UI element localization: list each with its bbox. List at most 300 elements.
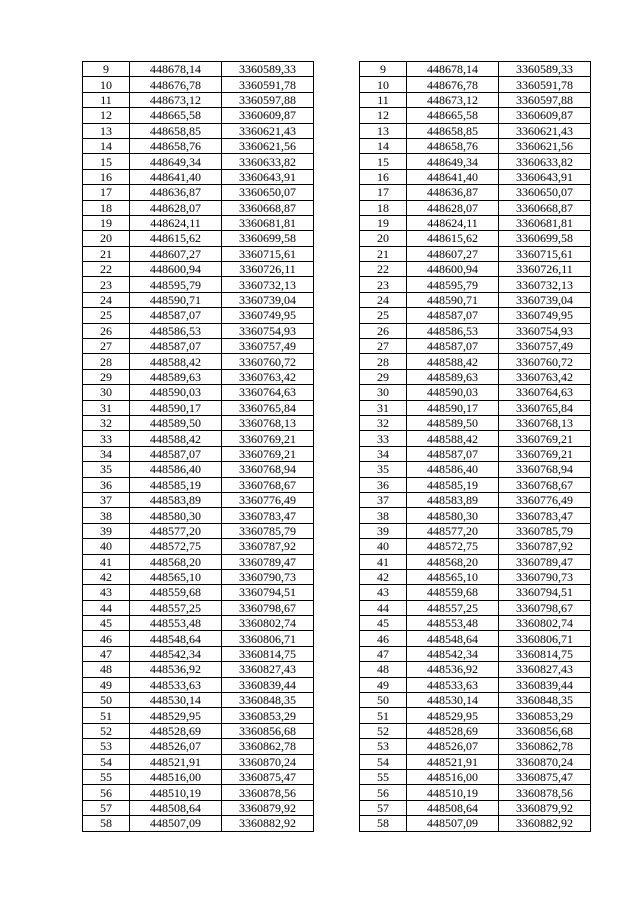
y-coordinate-cell: 3360806,71	[499, 631, 591, 646]
point-number-cell: 48	[360, 662, 407, 677]
point-number-cell: 20	[83, 231, 130, 246]
y-coordinate-cell: 3360643,91	[222, 169, 314, 184]
table-row	[83, 539, 591, 554]
point-number-cell: 10	[83, 77, 130, 92]
y-coordinate-cell: 3360754,93	[499, 323, 591, 338]
point-number-cell: 21	[83, 246, 130, 261]
column-gap	[314, 693, 360, 708]
y-coordinate-cell: 3360769,21	[499, 431, 591, 446]
x-coordinate-cell: 448572,75	[130, 539, 222, 554]
point-number-cell: 42	[360, 569, 407, 584]
table-row	[83, 816, 591, 831]
x-coordinate-cell: 448676,78	[130, 77, 222, 92]
y-coordinate-cell: 3360768,94	[222, 462, 314, 477]
y-coordinate-cell: 3360589,33	[499, 62, 591, 77]
x-coordinate-cell: 448559,68	[130, 585, 222, 600]
table-row	[83, 108, 591, 123]
y-coordinate-cell: 3360699,58	[499, 231, 591, 246]
y-coordinate-cell: 3360715,61	[499, 246, 591, 261]
column-gap	[314, 262, 360, 277]
x-coordinate-cell: 448565,10	[407, 569, 499, 584]
x-coordinate-cell: 448528,69	[407, 723, 499, 738]
y-coordinate-cell: 3360769,21	[222, 431, 314, 446]
point-number-cell: 51	[360, 708, 407, 723]
y-coordinate-cell: 3360668,87	[499, 200, 591, 215]
point-number-cell: 46	[83, 631, 130, 646]
y-coordinate-cell: 3360785,79	[222, 523, 314, 538]
x-coordinate-cell: 448678,14	[407, 62, 499, 77]
x-coordinate-cell: 448641,40	[130, 169, 222, 184]
x-coordinate-cell: 448557,25	[407, 600, 499, 615]
y-coordinate-cell: 3360870,24	[222, 754, 314, 769]
table-row	[83, 477, 591, 492]
x-coordinate-cell: 448658,85	[407, 123, 499, 138]
table-row	[83, 600, 591, 615]
point-number-cell: 37	[360, 492, 407, 507]
point-number-cell: 47	[360, 646, 407, 661]
table-row	[83, 415, 591, 430]
y-coordinate-cell: 3360839,44	[222, 677, 314, 692]
table-row	[83, 185, 591, 200]
table-row	[83, 277, 591, 292]
x-coordinate-cell: 448590,03	[130, 385, 222, 400]
column-gap	[314, 508, 360, 523]
y-coordinate-cell: 3360769,21	[499, 446, 591, 461]
table-row	[83, 354, 591, 369]
column-gap	[314, 477, 360, 492]
column-gap	[314, 600, 360, 615]
point-number-cell: 51	[83, 708, 130, 723]
y-coordinate-cell: 3360848,35	[499, 693, 591, 708]
column-gap	[314, 400, 360, 415]
column-gap	[314, 723, 360, 738]
point-number-cell: 53	[83, 739, 130, 754]
table-row	[83, 554, 591, 569]
x-coordinate-cell: 448510,19	[407, 785, 499, 800]
x-coordinate-cell: 448557,25	[130, 600, 222, 615]
table-row	[83, 400, 591, 415]
x-coordinate-cell: 448528,69	[130, 723, 222, 738]
x-coordinate-cell: 448624,11	[130, 215, 222, 230]
point-number-cell: 19	[360, 215, 407, 230]
x-coordinate-cell: 448673,12	[407, 92, 499, 107]
x-coordinate-cell: 448658,76	[407, 138, 499, 153]
x-coordinate-cell: 448590,17	[130, 400, 222, 415]
column-gap	[314, 92, 360, 107]
point-number-cell: 43	[83, 585, 130, 600]
y-coordinate-cell: 3360643,91	[499, 169, 591, 184]
point-number-cell: 9	[83, 62, 130, 77]
y-coordinate-cell: 3360732,13	[222, 277, 314, 292]
y-coordinate-cell: 3360875,47	[222, 769, 314, 784]
column-gap	[314, 431, 360, 446]
point-number-cell: 41	[360, 554, 407, 569]
x-coordinate-cell: 448526,07	[130, 739, 222, 754]
point-number-cell: 39	[360, 523, 407, 538]
x-coordinate-cell: 448530,14	[130, 693, 222, 708]
y-coordinate-cell: 3360768,94	[499, 462, 591, 477]
point-number-cell: 38	[83, 508, 130, 523]
y-coordinate-cell: 3360609,87	[222, 108, 314, 123]
table-row	[83, 492, 591, 507]
point-number-cell: 50	[83, 693, 130, 708]
y-coordinate-cell: 3360739,04	[499, 292, 591, 307]
x-coordinate-cell: 448507,09	[407, 816, 499, 831]
column-gap	[314, 339, 360, 354]
table-row	[83, 739, 591, 754]
y-coordinate-cell: 3360806,71	[222, 631, 314, 646]
table-row	[83, 569, 591, 584]
table-row	[83, 200, 591, 215]
y-coordinate-cell: 3360768,13	[222, 415, 314, 430]
table-row	[83, 800, 591, 815]
point-number-cell: 55	[83, 769, 130, 784]
point-number-cell: 56	[83, 785, 130, 800]
y-coordinate-cell: 3360814,75	[499, 646, 591, 661]
table-row	[83, 169, 591, 184]
x-coordinate-cell: 448568,20	[407, 554, 499, 569]
y-coordinate-cell: 3360633,82	[499, 154, 591, 169]
x-coordinate-cell: 448530,14	[407, 693, 499, 708]
y-coordinate-cell: 3360715,61	[222, 246, 314, 261]
point-number-cell: 56	[360, 785, 407, 800]
y-coordinate-cell: 3360802,74	[222, 616, 314, 631]
point-number-cell: 11	[83, 92, 130, 107]
point-number-cell: 38	[360, 508, 407, 523]
y-coordinate-cell: 3360732,13	[499, 277, 591, 292]
point-number-cell: 31	[83, 400, 130, 415]
table-row	[83, 523, 591, 538]
x-coordinate-cell: 448665,58	[130, 108, 222, 123]
column-gap	[314, 816, 360, 831]
x-coordinate-cell: 448508,64	[407, 800, 499, 815]
table-row	[83, 385, 591, 400]
y-coordinate-cell: 3360621,43	[222, 123, 314, 138]
y-coordinate-cell: 3360794,51	[499, 585, 591, 600]
y-coordinate-cell: 3360650,07	[499, 185, 591, 200]
table-row	[83, 708, 591, 723]
column-gap	[314, 739, 360, 754]
x-coordinate-cell: 448673,12	[130, 92, 222, 107]
y-coordinate-cell: 3360853,29	[499, 708, 591, 723]
x-coordinate-cell: 448533,63	[130, 677, 222, 692]
y-coordinate-cell: 3360699,58	[222, 231, 314, 246]
y-coordinate-cell: 3360621,56	[222, 138, 314, 153]
y-coordinate-cell: 3360882,92	[222, 816, 314, 831]
y-coordinate-cell: 3360827,43	[499, 662, 591, 677]
point-number-cell: 28	[360, 354, 407, 369]
x-coordinate-cell: 448587,07	[407, 339, 499, 354]
point-number-cell: 23	[83, 277, 130, 292]
y-coordinate-cell: 3360650,07	[222, 185, 314, 200]
point-number-cell: 33	[360, 431, 407, 446]
column-gap	[314, 154, 360, 169]
y-coordinate-cell: 3360760,72	[499, 354, 591, 369]
y-coordinate-cell: 3360609,87	[499, 108, 591, 123]
x-coordinate-cell: 448600,94	[130, 262, 222, 277]
table-row	[83, 246, 591, 261]
x-coordinate-cell: 448583,89	[407, 492, 499, 507]
table-row	[83, 92, 591, 107]
y-coordinate-cell: 3360726,11	[222, 262, 314, 277]
y-coordinate-cell: 3360814,75	[222, 646, 314, 661]
x-coordinate-cell: 448587,07	[407, 446, 499, 461]
y-coordinate-cell: 3360798,67	[222, 600, 314, 615]
point-number-cell: 17	[83, 185, 130, 200]
table-row	[83, 754, 591, 769]
x-coordinate-cell: 448587,07	[130, 308, 222, 323]
x-coordinate-cell: 448583,89	[130, 492, 222, 507]
x-coordinate-cell: 448529,95	[407, 708, 499, 723]
column-gap	[314, 169, 360, 184]
point-number-cell: 50	[360, 693, 407, 708]
point-number-cell: 58	[360, 816, 407, 831]
point-number-cell: 22	[360, 262, 407, 277]
y-coordinate-cell: 3360621,43	[499, 123, 591, 138]
point-number-cell: 41	[83, 554, 130, 569]
x-coordinate-cell: 448585,19	[407, 477, 499, 492]
y-coordinate-cell: 3360763,42	[222, 369, 314, 384]
x-coordinate-cell: 448577,20	[130, 523, 222, 538]
table-row	[83, 677, 591, 692]
point-number-cell: 19	[83, 215, 130, 230]
point-number-cell: 27	[360, 339, 407, 354]
column-gap	[314, 123, 360, 138]
point-number-cell: 30	[83, 385, 130, 400]
column-gap	[314, 108, 360, 123]
point-number-cell: 18	[360, 200, 407, 215]
y-coordinate-cell: 3360769,21	[222, 446, 314, 461]
point-number-cell: 57	[83, 800, 130, 815]
point-number-cell: 25	[83, 308, 130, 323]
y-coordinate-cell: 3360668,87	[222, 200, 314, 215]
column-gap	[314, 215, 360, 230]
y-coordinate-cell: 3360790,73	[499, 569, 591, 584]
point-number-cell: 44	[360, 600, 407, 615]
y-coordinate-cell: 3360862,78	[222, 739, 314, 754]
point-number-cell: 43	[360, 585, 407, 600]
point-number-cell: 49	[360, 677, 407, 692]
y-coordinate-cell: 3360789,47	[499, 554, 591, 569]
column-gap	[314, 708, 360, 723]
coordinates-table-body	[83, 62, 591, 832]
y-coordinate-cell: 3360787,92	[499, 539, 591, 554]
point-number-cell: 15	[83, 154, 130, 169]
column-gap	[314, 77, 360, 92]
column-gap	[314, 138, 360, 153]
table-row	[83, 308, 591, 323]
y-coordinate-cell: 3360754,93	[222, 323, 314, 338]
y-coordinate-cell: 3360764,63	[222, 385, 314, 400]
x-coordinate-cell: 448607,27	[407, 246, 499, 261]
x-coordinate-cell: 448628,07	[130, 200, 222, 215]
y-coordinate-cell: 3360591,78	[222, 77, 314, 92]
point-number-cell: 20	[360, 231, 407, 246]
x-coordinate-cell: 448600,94	[407, 262, 499, 277]
point-number-cell: 28	[83, 354, 130, 369]
x-coordinate-cell: 448507,09	[130, 816, 222, 831]
x-coordinate-cell: 448587,07	[130, 446, 222, 461]
column-gap	[314, 446, 360, 461]
coordinates-table	[82, 61, 591, 832]
x-coordinate-cell: 448615,62	[407, 231, 499, 246]
x-coordinate-cell: 448607,27	[130, 246, 222, 261]
point-number-cell: 22	[83, 262, 130, 277]
column-gap	[314, 539, 360, 554]
column-gap	[314, 200, 360, 215]
x-coordinate-cell: 448678,14	[130, 62, 222, 77]
point-number-cell: 9	[360, 62, 407, 77]
y-coordinate-cell: 3360749,95	[499, 308, 591, 323]
x-coordinate-cell: 448586,40	[130, 462, 222, 477]
point-number-cell: 31	[360, 400, 407, 415]
column-gap	[314, 616, 360, 631]
x-coordinate-cell: 448658,76	[130, 138, 222, 153]
column-gap	[314, 662, 360, 677]
y-coordinate-cell: 3360848,35	[222, 693, 314, 708]
column-gap	[314, 354, 360, 369]
table-row	[83, 369, 591, 384]
column-gap	[314, 369, 360, 384]
x-coordinate-cell: 448624,11	[407, 215, 499, 230]
x-coordinate-cell: 448590,71	[130, 292, 222, 307]
x-coordinate-cell: 448553,48	[130, 616, 222, 631]
y-coordinate-cell: 3360839,44	[499, 677, 591, 692]
x-coordinate-cell: 448590,03	[407, 385, 499, 400]
column-gap	[314, 785, 360, 800]
column-gap	[314, 492, 360, 507]
table-row	[83, 215, 591, 230]
y-coordinate-cell: 3360681,81	[222, 215, 314, 230]
y-coordinate-cell: 3360739,04	[222, 292, 314, 307]
point-number-cell: 12	[360, 108, 407, 123]
x-coordinate-cell: 448589,50	[130, 415, 222, 430]
column-gap	[314, 769, 360, 784]
y-coordinate-cell: 3360681,81	[499, 215, 591, 230]
x-coordinate-cell: 448586,40	[407, 462, 499, 477]
x-coordinate-cell: 448533,63	[407, 677, 499, 692]
y-coordinate-cell: 3360798,67	[499, 600, 591, 615]
y-coordinate-cell: 3360621,56	[499, 138, 591, 153]
x-coordinate-cell: 448577,20	[407, 523, 499, 538]
x-coordinate-cell: 448676,78	[407, 77, 499, 92]
y-coordinate-cell: 3360768,67	[499, 477, 591, 492]
point-number-cell: 12	[83, 108, 130, 123]
x-coordinate-cell: 448565,10	[130, 569, 222, 584]
table-row	[83, 616, 591, 631]
x-coordinate-cell: 448615,62	[130, 231, 222, 246]
point-number-cell: 46	[360, 631, 407, 646]
column-gap	[314, 185, 360, 200]
column-gap	[314, 62, 360, 77]
x-coordinate-cell: 448595,79	[130, 277, 222, 292]
table-row	[83, 723, 591, 738]
y-coordinate-cell: 3360790,73	[222, 569, 314, 584]
x-coordinate-cell: 448586,53	[130, 323, 222, 338]
point-number-cell: 33	[83, 431, 130, 446]
column-gap	[314, 646, 360, 661]
x-coordinate-cell: 448516,00	[130, 769, 222, 784]
y-coordinate-cell: 3360768,67	[222, 477, 314, 492]
table-row	[83, 769, 591, 784]
y-coordinate-cell: 3360763,42	[499, 369, 591, 384]
x-coordinate-cell: 448516,00	[407, 769, 499, 784]
point-number-cell: 24	[83, 292, 130, 307]
column-gap	[314, 277, 360, 292]
x-coordinate-cell: 448587,07	[407, 308, 499, 323]
x-coordinate-cell: 448586,53	[407, 323, 499, 338]
x-coordinate-cell: 448508,64	[130, 800, 222, 815]
y-coordinate-cell: 3360597,88	[499, 92, 591, 107]
y-coordinate-cell: 3360589,33	[222, 62, 314, 77]
y-coordinate-cell: 3360776,49	[222, 492, 314, 507]
column-gap	[314, 385, 360, 400]
y-coordinate-cell: 3360757,49	[499, 339, 591, 354]
y-coordinate-cell: 3360879,92	[222, 800, 314, 815]
y-coordinate-cell: 3360749,95	[222, 308, 314, 323]
point-number-cell: 26	[360, 323, 407, 338]
column-gap	[314, 554, 360, 569]
y-coordinate-cell: 3360765,84	[499, 400, 591, 415]
y-coordinate-cell: 3360875,47	[499, 769, 591, 784]
point-number-cell: 45	[360, 616, 407, 631]
point-number-cell: 58	[83, 816, 130, 831]
point-number-cell: 54	[83, 754, 130, 769]
y-coordinate-cell: 3360878,56	[499, 785, 591, 800]
column-gap	[314, 631, 360, 646]
x-coordinate-cell: 448521,91	[407, 754, 499, 769]
point-number-cell: 40	[360, 539, 407, 554]
point-number-cell: 37	[83, 492, 130, 507]
y-coordinate-cell: 3360882,92	[499, 816, 591, 831]
point-number-cell: 34	[83, 446, 130, 461]
table-row	[83, 431, 591, 446]
point-number-cell: 13	[83, 123, 130, 138]
x-coordinate-cell: 448641,40	[407, 169, 499, 184]
table-row	[83, 62, 591, 77]
column-gap	[314, 462, 360, 477]
point-number-cell: 21	[360, 246, 407, 261]
point-number-cell: 49	[83, 677, 130, 692]
x-coordinate-cell: 448589,63	[407, 369, 499, 384]
point-number-cell: 16	[360, 169, 407, 184]
point-number-cell: 40	[83, 539, 130, 554]
table-row	[83, 323, 591, 338]
column-gap	[314, 292, 360, 307]
point-number-cell: 45	[83, 616, 130, 631]
x-coordinate-cell: 448588,42	[407, 431, 499, 446]
point-number-cell: 36	[360, 477, 407, 492]
table-row	[83, 77, 591, 92]
column-gap	[314, 677, 360, 692]
table-row	[83, 339, 591, 354]
x-coordinate-cell: 448553,48	[407, 616, 499, 631]
y-coordinate-cell: 3360870,24	[499, 754, 591, 769]
y-coordinate-cell: 3360794,51	[222, 585, 314, 600]
x-coordinate-cell: 448548,64	[130, 631, 222, 646]
point-number-cell: 35	[360, 462, 407, 477]
point-number-cell: 29	[360, 369, 407, 384]
x-coordinate-cell: 448590,17	[407, 400, 499, 415]
column-gap	[314, 585, 360, 600]
table-row	[83, 631, 591, 646]
point-number-cell: 14	[360, 138, 407, 153]
y-coordinate-cell: 3360856,68	[499, 723, 591, 738]
column-gap	[314, 754, 360, 769]
x-coordinate-cell: 448580,30	[130, 508, 222, 523]
x-coordinate-cell: 448529,95	[130, 708, 222, 723]
table-row	[83, 123, 591, 138]
